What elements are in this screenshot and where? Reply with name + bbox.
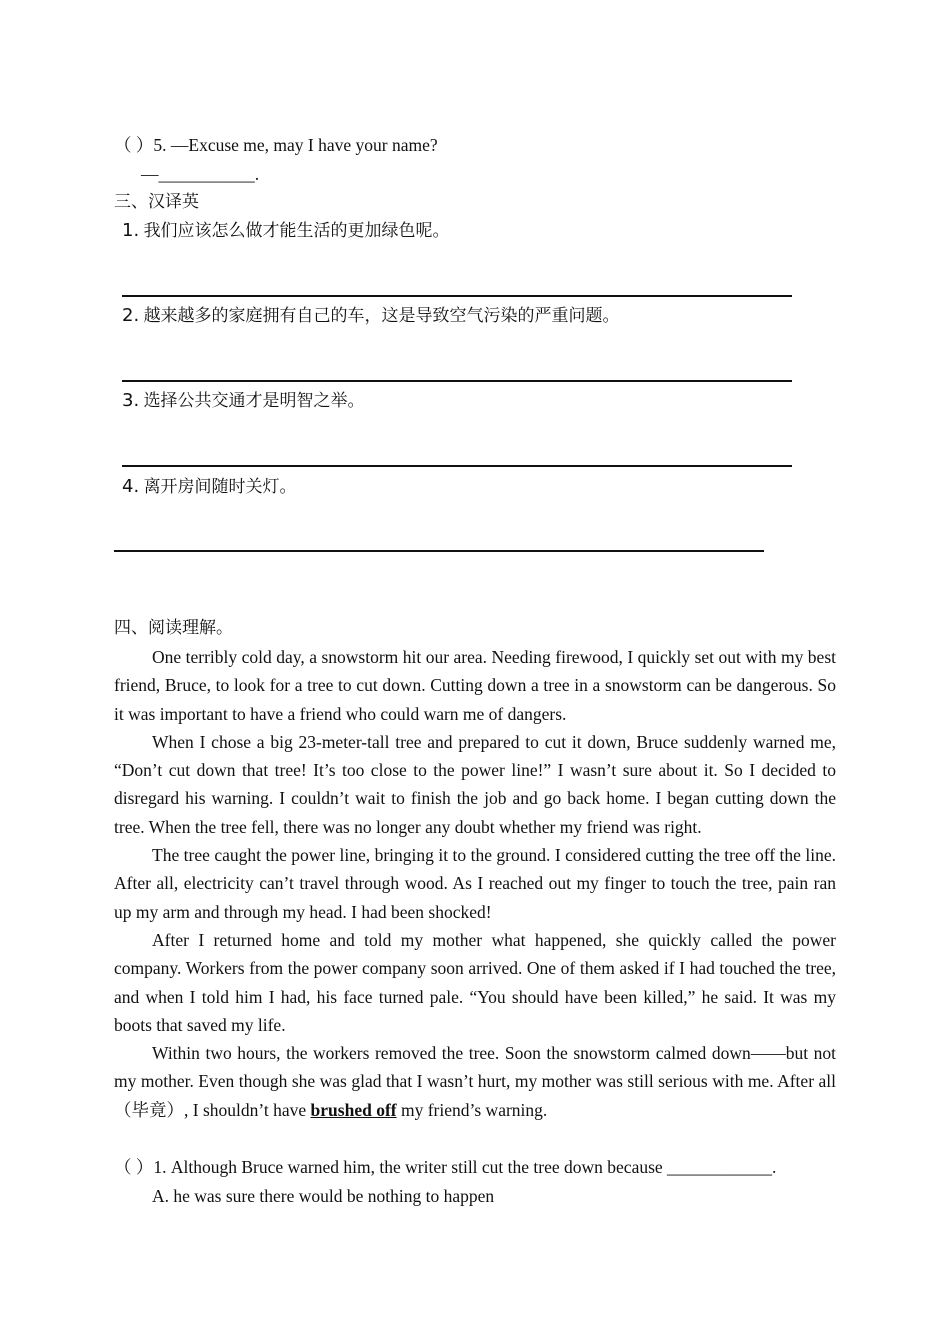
translation-item-1 (122, 218, 450, 243)
item-number: 4. (122, 476, 140, 497)
passage-paragraph-1: One terribly cold day, a snowstorm hit our area. Needing firewood, I quickly set out with my best friend, Bruce, to look for a tree to cut down. Cutting down a tree in a snowstorm can be dangerous. So it was important to have a friend who could warn me of dangers. (114, 647, 836, 724)
reading-question-1-option-a: A. he was sure there would be nothing to happen (152, 1186, 495, 1206)
emphasized-phrase: brushed off (310, 1099, 397, 1120)
item-number: 3. (122, 390, 140, 411)
passage-paragraph-5-tail: After all（毕竟）, I shouldn’t have (114, 1071, 836, 1120)
passage-paragraph-2: When I chose a big 23-meter-tall tree and prepared to cut it down, Bruce suddenly warned me, “Don’t cut down that tree! It’s too close to the power line!” I wasn’t sure about it. So I decided to disregard his warning. I couldn’t wait to finish the job and go back home. I began cutting down the tree. When the tree fell, there was no longer any doubt whether my friend was right. (114, 731, 836, 837)
item-text: 选择公共交通才是明智之举。 (143, 391, 365, 411)
section-4-heading: 四、阅读理解。 (114, 618, 233, 638)
item-number: 2. (122, 305, 140, 326)
item-text: 我们应该怎么做才能生活的更加绿色呢。 (143, 221, 450, 241)
reading-passage (114, 643, 836, 1124)
passage-paragraph-3: The tree caught the power line, bringing it to the ground. I considered cutting the tree off the line. After all, electricity can’t travel through wood. As I reached out my finger to touch the tree, pain ran up my arm and through my head. I had been shocked! (114, 845, 836, 922)
item-number: 1. (122, 220, 140, 241)
reading-question-1: （ ）1. Although Bruce warned him, the writer still cut the tree down because ____________. (114, 1157, 777, 1177)
passage-paragraph-5-end: my friend’s warning. (400, 1099, 548, 1120)
answer-line-1 (122, 295, 792, 297)
item-text: 离开房间随时关灯。 (143, 477, 297, 497)
question-5-prompt: （ ）5. —Excuse me, may I have your name? (114, 135, 438, 155)
question-5-answer-blank: —___________. (141, 164, 260, 184)
passage-paragraph-5-body: Within two hours, the workers removed the tree. Soon the snowstorm calmed down——but not my mother. Even though she was glad that I wasn’t hurt, my mother was still serious with me. (114, 1043, 836, 1092)
answer-line-4 (114, 550, 764, 552)
translation-item-2 (122, 303, 620, 328)
translation-item-3 (122, 388, 365, 413)
passage-paragraph-4: After I returned home and told my mother what happened, she quickly called the power company. Workers from the power company soon arrived. One of them asked if I had touched the tree, and when I told him I had, his face turned pale. “You should have been killed,” he said. It was my boots that saved my life. (114, 929, 836, 1035)
answer-line-3 (122, 465, 792, 467)
answer-line-2 (122, 380, 792, 382)
section-3-heading: 三、汉译英 (114, 192, 199, 212)
passage-paragraph-5 (114, 1039, 836, 1124)
item-text: 越来越多的家庭拥有自己的车，这是导致空气污染的严重问题。 (143, 306, 620, 326)
translation-item-4 (122, 474, 297, 499)
